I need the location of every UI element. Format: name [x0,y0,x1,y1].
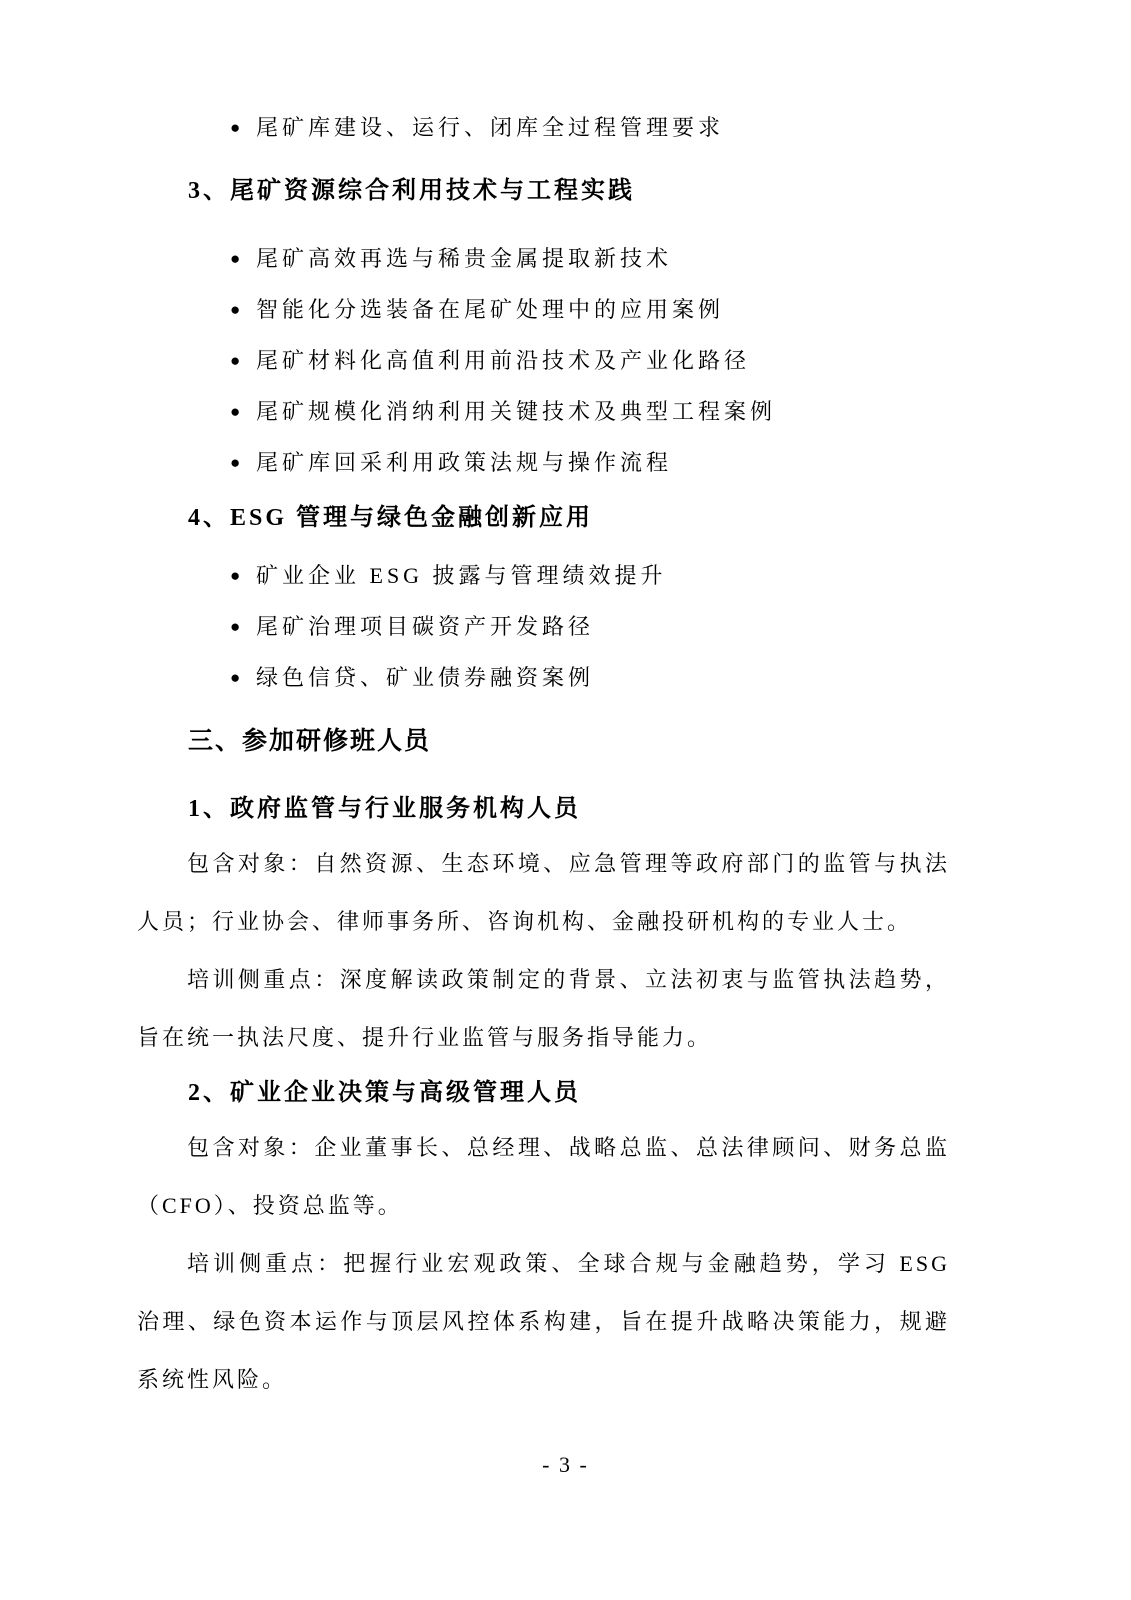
list-item-text: 尾矿材料化高值利用前沿技术及产业化路径 [256,348,751,373]
topic4-heading: 4、ESG 管理与绿色金融创新应用 [188,505,594,531]
list-item [137,292,950,328]
bullet-icon: ● [230,118,241,137]
bullet-icon: ● [230,617,241,636]
section3-group1-heading: 1、政府监管与行业服务机构人员 [188,796,581,822]
section3-group2-heading: 2、矿业企业决策与高级管理人员 [188,1080,581,1106]
list-item-text: 尾矿库建设、运行、闭库全过程管理要求 [256,115,725,140]
bullet-icon: ● [230,249,241,268]
list-item-text: 尾矿规模化消纳利用关键技术及典型工程案例 [256,399,777,424]
list-item-text: 尾矿高效再选与稀贵金属提取新技术 [256,246,673,271]
topic3-bullets [137,241,950,481]
page-number: - 3 - [542,1452,589,1477]
topic4-bullets [137,558,950,696]
list-item [137,241,950,277]
list-item-text: 矿业企业 ESG 披露与管理绩效提升 [256,563,667,588]
group1-paragraph-targets: 包含对象：自然资源、生态环境、应急管理等政府部门的监管与执法人员；行业协会、律师事务所、咨询机构、金融投研机构的专业人士。 [137,851,950,934]
bullet-icon: ● [230,566,241,585]
bullet-icon: ● [230,402,241,421]
list-item [137,660,950,696]
bullet-icon: ● [230,351,241,370]
list-item [137,445,950,481]
section3-heading: 三、参加研修班人员 [188,727,432,755]
group2-paragraph-targets: 包含对象：企业董事长、总经理、战略总监、总法律顾问、财务总监（CFO）、投资总监等。 [137,1135,950,1218]
list-item [137,343,950,379]
list-item [137,558,950,594]
list-item-text: 智能化分选装备在尾矿处理中的应用案例 [256,297,725,322]
group1-paragraph-focus: 培训侧重点：深度解读政策制定的背景、立法初衷与监管执法趋势，旨在统一执法尺度、提升行业监管与服务指导能力。 [137,967,950,1050]
topic2-tail-bullets [137,110,950,146]
bullet-icon: ● [230,300,241,319]
bullet-icon: ● [230,453,241,472]
bullet-icon: ● [230,668,241,687]
list-item-text: 绿色信贷、矿业债券融资案例 [256,665,595,690]
list-item-text: 尾矿库回采利用政策法规与操作流程 [256,450,673,475]
list-item [137,609,950,645]
list-item-text: 尾矿治理项目碳资产开发路径 [256,614,595,639]
list-item [137,394,950,430]
topic3-heading: 3、尾矿资源综合利用技术与工程实践 [188,178,635,204]
list-item [137,110,950,146]
group2-paragraph-focus: 培训侧重点：把握行业宏观政策、全球合规与金融趋势，学习 ESG 治理、绿色资本运作与顶层风控体系构建，旨在提升战略决策能力，规避系统性风险。 [137,1251,950,1392]
